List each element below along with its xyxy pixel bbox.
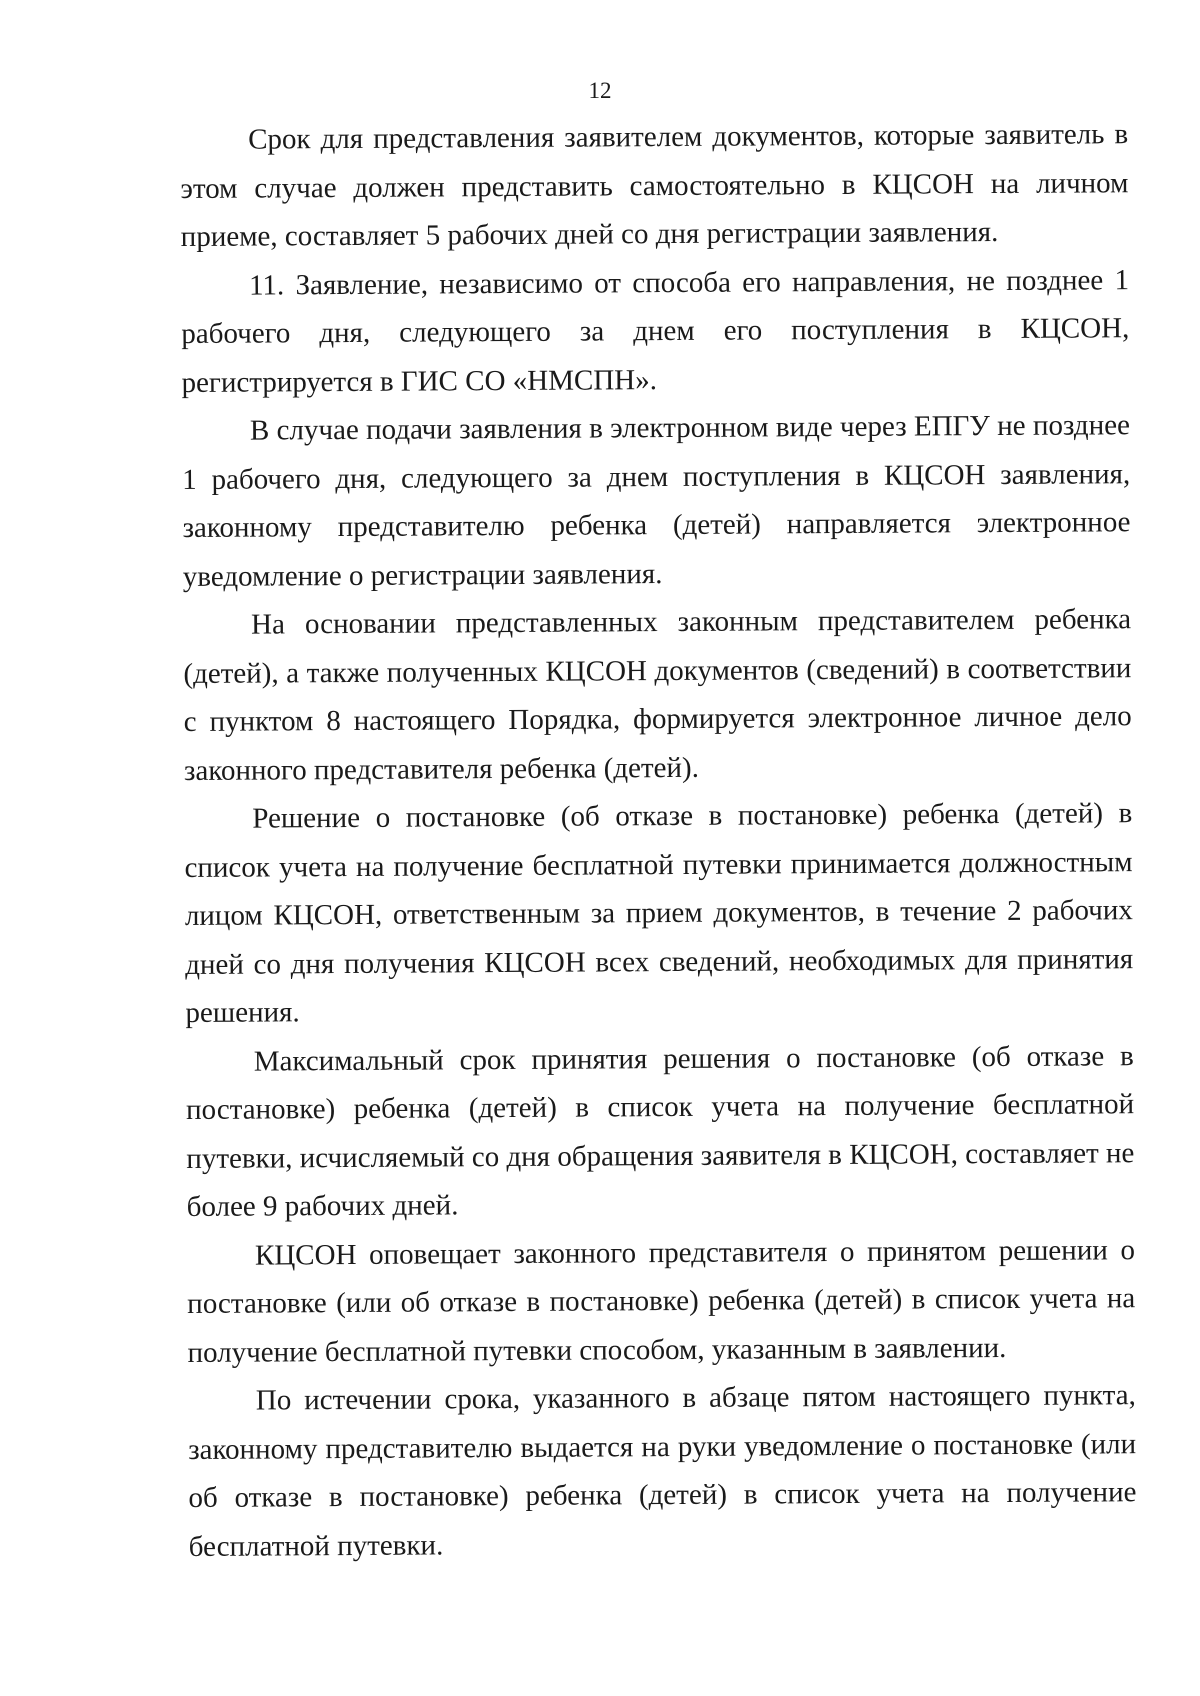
document-body <box>180 110 1137 1571</box>
paragraph-max-term: Максимальный срок принятия решения о постановке (об отказе в постановке) ребенка (детей) в список учета на получение бесплатной путевки, исчисляемый со дня обращения заявителя в КЦСОН, составляет не более 9 рабочих дней. <box>185 1039 1135 1223</box>
paragraph-item-11-registration: 11. Заявление, независимо от способа его направления, не позднее 1 рабочего дня, следующего за днем его поступления в КЦСОН, регистрируется в ГИС СО «НМСПН». <box>181 263 1130 399</box>
paragraph-notification-method: КЦСОН оповещает законного представителя о принятом решении о постановке (или об отказе в постановке) ребенка (детей) в список учета на получение бесплатной путевки способом, указанным в заявлении. <box>187 1233 1136 1369</box>
paragraph-personal-file: На основании представленных законным представителем ребенка (детей), а также полученных КЦСОН документов (сведений) в соответствии с пунктом 8 настоящего Порядка, формируется электронное личное дело законного представителя ребенка (детей). <box>183 603 1132 787</box>
page-number: 12 <box>588 78 612 103</box>
paragraph-decision: Решение о постановке (об отказе в постановке) ребенка (детей) в список учета на получение бесплатной путевки принимается должностным лицом КЦСОН, ответственным за прием документов, в течение 2 рабочих дней со дня получения КЦСОН всех сведений, необходимых для принятия решения. <box>184 797 1134 1029</box>
paragraph-deadline-documents: Срок для представления заявителем документов, которые заявитель в этом случае должен представить самостоятельно в КЦСОН на личном приеме, составляет 5 рабочих дней со дня регистрации заявления. <box>180 118 1129 253</box>
paragraph-electronic-notification: В случае подачи заявления в электронном виде через ЕПГУ не позднее 1 рабочего дня, следующего за днем поступления в КЦСОН заявления, законному представителю ребенка (детей) направляется электронное уведомление о регистрации заявления. <box>182 409 1131 593</box>
paragraph-issue-notice: По истечении срока, указанного в абзаце пятом настоящего пункта, законному представителю выдается на руки уведомление о постановке (или об отказе в постановке) ребенка (детей) в список учета на получение бесплатной путевки. <box>188 1379 1137 1563</box>
